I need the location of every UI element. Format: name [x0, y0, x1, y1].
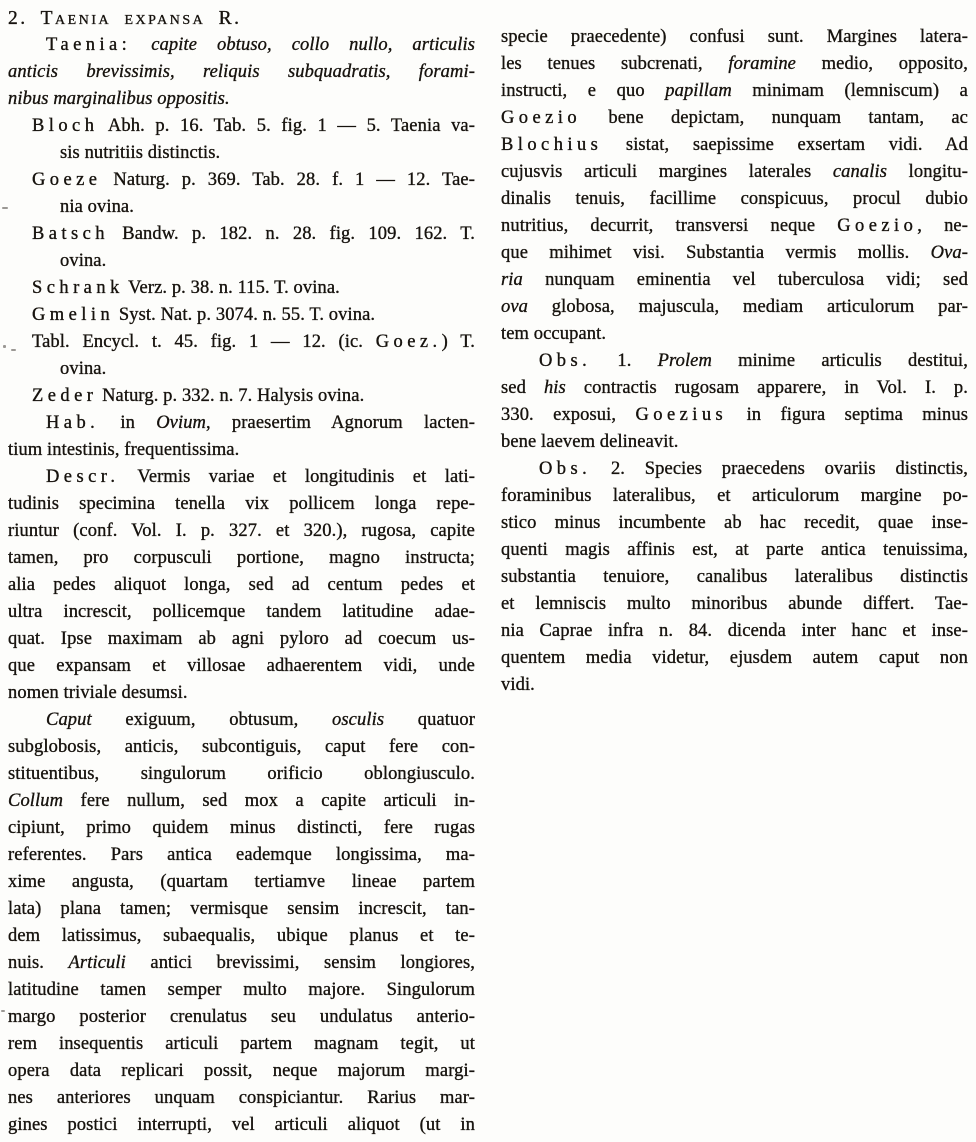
letterspaced-text: Batsch: [32, 224, 109, 244]
letterspaced-text: Goezio: [837, 216, 918, 236]
letterspaced-text: Zeder: [32, 386, 98, 406]
text-line: [501, 78, 968, 105]
plain-text: les tenues subcrenati,: [501, 54, 729, 74]
plain-text: specie praecedente) confusi sunt. Margines latera-: [501, 27, 968, 47]
plain-text: rem insequentis articuli partem magnam tegit, ut: [8, 1034, 475, 1054]
text-line: [8, 734, 475, 761]
right-column-lines: [501, 24, 968, 699]
italic-text: capite obtuso, collo nullo, articulis: [151, 35, 475, 55]
text-line: [8, 329, 475, 356]
text-line: [501, 159, 968, 186]
plain-text: , praesertim Agnorum lacten-: [206, 413, 475, 433]
text-line: [8, 437, 475, 464]
text-line: [501, 402, 968, 429]
text-line: [8, 356, 475, 383]
plain-text: stituentibus, singulorum orificio oblongiusculo.: [8, 764, 475, 784]
left-column-lines: [8, 32, 475, 1139]
text-line: [8, 167, 475, 194]
plain-text: quentem media videtur, ejusdem autem caput non: [501, 648, 968, 668]
plain-text: contractis rugosam apparere, in Vol. I. p.: [565, 378, 968, 398]
text-line: [501, 240, 968, 267]
plain-text: quenti magis affinis est, at parte antica tenuissima,: [501, 540, 968, 560]
text-line: [8, 32, 475, 59]
plain-text: latitudine tamen semper multo majore. Singulorum: [8, 980, 475, 1000]
plain-text: tamen, pro corpusculi portione, magno instructa;: [8, 548, 475, 568]
plain-text: 2. Species praecedens ovariis distinctis,: [591, 459, 968, 479]
text-line: [8, 626, 475, 653]
scan-artifact: [11, 349, 16, 351]
letterspaced-text: Taenia:: [46, 35, 132, 55]
letterspaced-text: Goezio: [501, 108, 582, 128]
text-line: [8, 1031, 475, 1058]
text-line: [501, 294, 968, 321]
plain-text: tium intestinis, frequentissima.: [8, 440, 240, 460]
plain-text: antici brevissimi, sensim longiores,: [125, 953, 475, 973]
text-line: [501, 537, 968, 564]
text-line: [501, 321, 968, 348]
text-line: [8, 869, 475, 896]
plain-text: dem latissimus, subaequalis, ubique planus et te-: [8, 926, 475, 946]
plain-text: sed: [501, 378, 544, 398]
text-line: [501, 24, 968, 51]
plain-text: xime angusta, (quartam tertiamve lineae partem: [8, 872, 475, 892]
plain-text: nomen triviale desumsi.: [8, 683, 188, 703]
text-line: [501, 456, 968, 483]
plain-text: nutritius, decurrit, transversi neque: [501, 216, 838, 236]
plain-text: gines postici interrupti, vel articuli aliquot (ut in: [8, 1115, 475, 1135]
plain-text: quat. Ipse maximam ab agni pyloro ad coecum us-: [8, 629, 475, 649]
letterspaced-text: Gmelin: [32, 305, 115, 325]
text-line: [501, 564, 968, 591]
text-line: [501, 429, 968, 456]
italic-text: osculis: [332, 710, 385, 730]
plain-text: [131, 35, 151, 55]
text-line: [8, 950, 475, 977]
text-line: [501, 51, 968, 78]
text-line: [8, 653, 475, 680]
plain-text: cipiunt, primo quidem minus distincti, fere rugas: [8, 818, 475, 838]
text-line: [8, 518, 475, 545]
plain-text: bene laevem delineavit.: [501, 432, 679, 452]
text-line: [8, 1085, 475, 1112]
plain-text: Naturg. p. 369. Tab. 28. f. 1 — 12. Tae-: [101, 170, 475, 190]
scan-artifact: [1, 1010, 5, 1012]
plain-text: minime articulis destitui,: [711, 351, 968, 371]
text-line: [501, 348, 968, 375]
plain-text: bene depictam, nunquam tantam, ac: [581, 108, 968, 128]
plain-text: in figura septima minus: [727, 405, 969, 425]
text-line: [8, 410, 475, 437]
italic-text: foramine: [728, 54, 796, 74]
text-line: [8, 545, 475, 572]
plain-text: opera data replicari possit, neque majorum margi-: [8, 1061, 475, 1081]
plain-text: nuis.: [8, 953, 69, 973]
italic-text: ova: [501, 297, 529, 317]
text-line: [8, 977, 475, 1004]
left-column: [8, 5, 475, 1139]
plain-text: alia pedes aliquot longa, sed ad centum pedes et: [8, 575, 475, 595]
plain-text: fere nullum, sed mox a capite articuli in-: [63, 791, 475, 811]
right-column: [501, 5, 968, 1139]
plain-text: stico minus incumbente ab hac recedit, quae inse-: [501, 513, 968, 533]
text-line: [8, 599, 475, 626]
plain-text: ovina.: [60, 251, 107, 271]
text-line: [501, 375, 968, 402]
text-line: [8, 707, 475, 734]
text-line: [501, 132, 968, 159]
plain-text: que mihimet visi. Substantia vermis mollis.: [501, 243, 931, 263]
letterspaced-text: Descr.: [46, 467, 120, 487]
text-line: [8, 842, 475, 869]
letterspaced-text: Hab.: [46, 413, 100, 433]
italic-text: Articuli: [68, 953, 126, 973]
letterspaced-text: Goeze: [32, 170, 102, 190]
plain-text: Naturg. p. 332. n. 7. Halysis ovina.: [97, 386, 365, 406]
plain-text: Vermis variae et longitudinis et lati-: [119, 467, 475, 487]
letterspaced-text: Schrank: [32, 278, 124, 298]
text-line: [8, 221, 475, 248]
plain-text: Tabl. Encycl. t. 45. fig. 1 — 12. (ic.: [32, 332, 376, 352]
plain-text: globosa, majuscula, mediam articulorum par-: [528, 297, 968, 317]
letterspaced-text: Obs.: [539, 459, 592, 479]
plain-text: tem occupant.: [501, 324, 607, 344]
plain-text: sis nutritiis distinctis.: [60, 143, 221, 163]
plain-text: riuntur (conf. Vol. I. p. 327. et 320.), rugosa, capite: [8, 521, 475, 541]
text-line: [8, 491, 475, 518]
italic-text: anticis brevissimis, reliquis subquadratis, forami-: [8, 62, 475, 82]
plain-text: Syst. Nat. p. 3074. n. 55. T. ovina.: [114, 305, 376, 325]
plain-text: ) T.: [441, 332, 476, 352]
text-line: [8, 59, 475, 86]
plain-text: sistat, saepissime exsertam vidi. Ad: [602, 135, 968, 155]
plain-text: instructi, e quo: [501, 81, 666, 101]
plain-text: subglobosis, anticis, subcontiguis, caput fere con-: [8, 737, 475, 757]
text-line: [501, 591, 968, 618]
text-line: [8, 302, 475, 329]
text-line: [8, 113, 475, 140]
plain-text: in: [99, 413, 157, 433]
plain-text: et lemniscis multo minoribus abunde differt. Tae-: [501, 594, 968, 614]
text-line: [8, 275, 475, 302]
italic-text: Caput: [46, 710, 92, 730]
letterspaced-text: Blochius: [501, 135, 603, 155]
italic-text: nibus marginalibus oppositis.: [8, 89, 230, 109]
text-line: [8, 572, 475, 599]
italic-text: Prolem: [657, 351, 712, 371]
text-line: [501, 186, 968, 213]
italic-text: papillam: [665, 81, 732, 101]
plain-text: 1.: [591, 351, 658, 371]
plain-text: foraminibus lateralibus, et articulorum margine po-: [501, 486, 968, 506]
text-line: [8, 896, 475, 923]
text-line: [8, 788, 475, 815]
text-line: [8, 680, 475, 707]
letterspaced-text: Bloch: [32, 116, 99, 136]
plain-text: minimam (lemniscum) a: [731, 81, 968, 101]
italic-text: his: [543, 378, 566, 398]
plain-text: exiguum, obtusum,: [91, 710, 333, 730]
plain-text: Abh. p. 16. Tab. 5. fig. 1 — 5. Taenia va-: [98, 116, 475, 136]
italic-text: Ovium: [156, 413, 207, 433]
text-line: [501, 267, 968, 294]
scan-artifact: [3, 345, 6, 348]
plain-text: substantia tenuiore, canalibus lateralibus distinctis: [501, 567, 968, 587]
plain-text: nunquam eminentia vel tuberculosa vidi; sed: [522, 270, 968, 290]
text-line: [501, 645, 968, 672]
plain-text: quatuor: [384, 710, 475, 730]
plain-text: medio, opposito,: [796, 54, 969, 74]
plain-text: dinalis tenuis, facillime conspicuus, procul dubio: [501, 189, 968, 209]
plain-text: nia Caprae infra n. 84. dicenda inter hanc et inse-: [501, 621, 968, 641]
text-line: [501, 213, 968, 240]
text-line: [501, 483, 968, 510]
text-line: [8, 383, 475, 410]
plain-text: Verz. p. 38. n. 115. T. ovina.: [123, 278, 340, 298]
text-line: [8, 464, 475, 491]
italic-text: ria: [501, 270, 523, 290]
plain-text: cujusvis articuli margines laterales: [501, 162, 833, 182]
text-line: [8, 815, 475, 842]
text-line: [8, 86, 475, 113]
text-line: [501, 510, 968, 537]
italic-text: Ova-: [930, 243, 968, 263]
italic-text: canalis: [832, 162, 888, 182]
text-line: [8, 1004, 475, 1031]
plain-text: que expansam et villosae adhaerentem vidi, unde: [8, 656, 475, 676]
text-line: [501, 105, 968, 132]
text-line: [8, 140, 475, 167]
plain-text: , ne-: [917, 216, 968, 236]
letterspaced-text: Goezius: [635, 405, 728, 425]
plain-text: nia ovina.: [60, 197, 134, 217]
text-line: [8, 1112, 475, 1139]
text-line: [8, 248, 475, 275]
plain-text: vidi.: [501, 675, 535, 695]
plain-text: nes anteriores unquam conspiciantur. Rarius mar-: [8, 1088, 475, 1108]
plain-text: longitu-: [887, 162, 969, 182]
scan-artifact: [2, 207, 8, 209]
letterspaced-text: Obs.: [539, 351, 592, 371]
italic-text: Collum: [8, 791, 64, 811]
plain-text: 330. exposui,: [501, 405, 636, 425]
plain-text: Bandw. p. 182. n. 28. fig. 109. 162. T.: [109, 224, 475, 244]
text-line: [501, 672, 968, 699]
plain-text: margo posterior crenulatus seu undulatus anterio-: [8, 1007, 475, 1027]
text-line: [8, 1058, 475, 1085]
text-line: [8, 923, 475, 950]
letterspaced-text: Goez.: [375, 332, 442, 352]
section-heading: 2. Taenia expansa R.: [8, 8, 242, 29]
plain-text: ultra increscit, pollicemque tandem latitudine adae-: [8, 602, 475, 622]
plain-text: ovina.: [60, 359, 107, 379]
plain-text: tudinis specimina tenella vix pollicem longa repe-: [8, 494, 475, 514]
plain-text: lata) plana tamen; vermisque sensim increscit, tan-: [8, 899, 475, 919]
plain-text: referentes. Pars antica eademque longissima, ma-: [8, 845, 475, 865]
text-line: [501, 618, 968, 645]
text-line: [8, 194, 475, 221]
text-line: [8, 761, 475, 788]
